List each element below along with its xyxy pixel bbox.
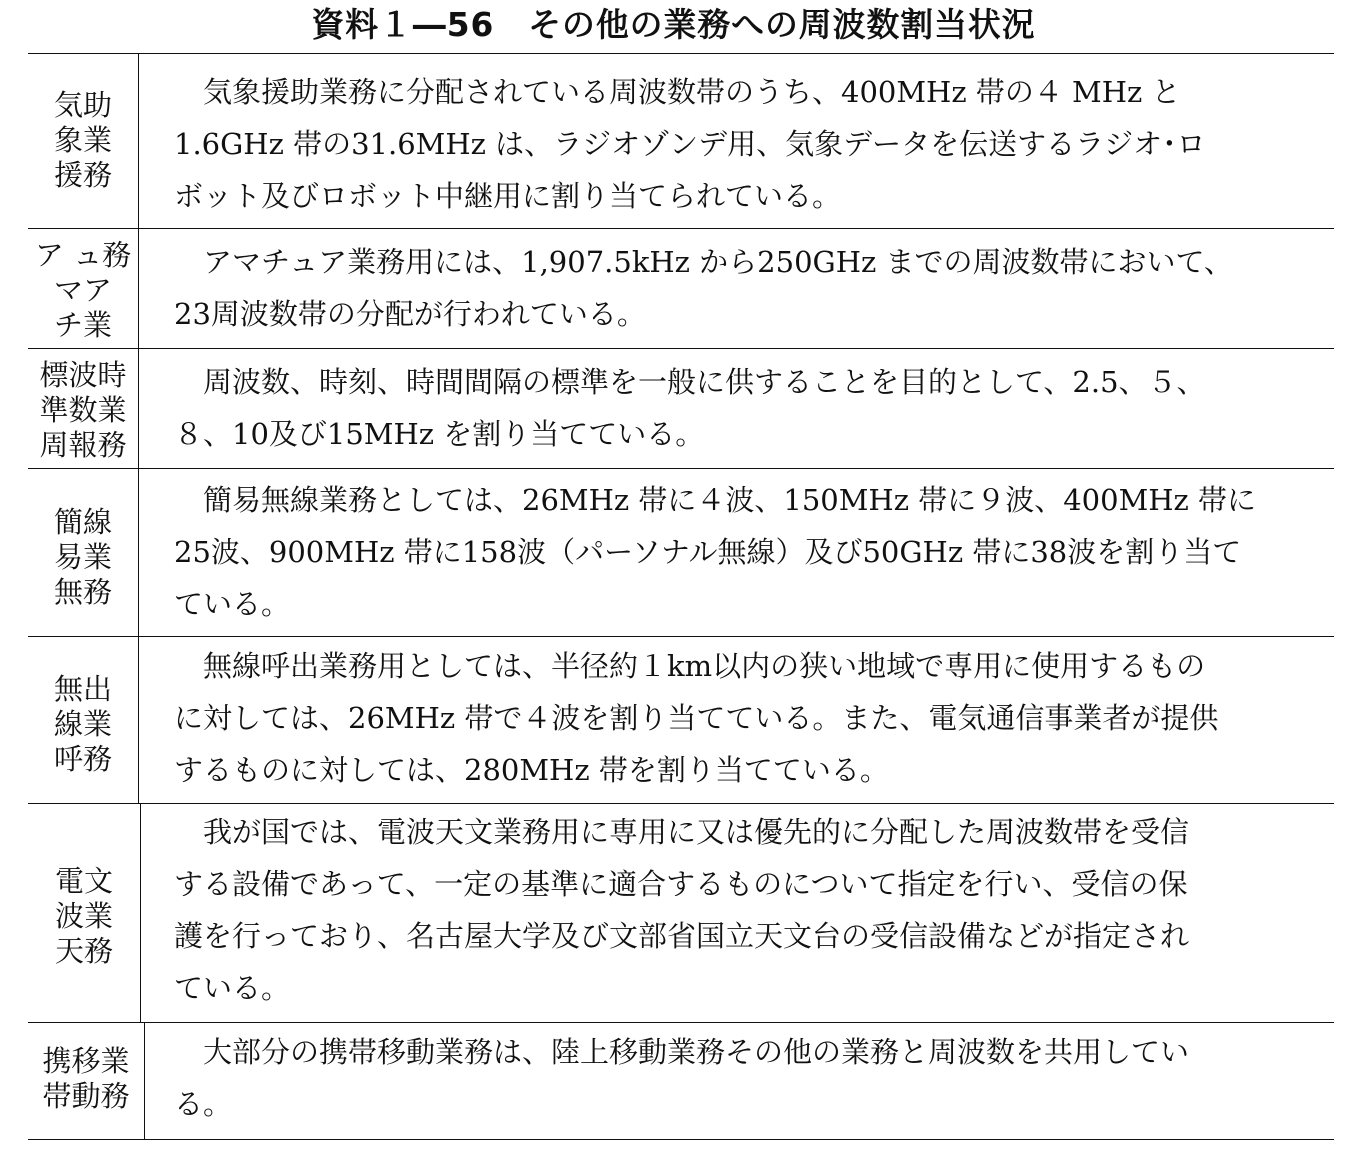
text-line: 簡易無線業務としては、26MHz 帯に４波、150MHz 帯に９波、400MHz 帯に bbox=[174, 483, 1257, 517]
row-label-radio-paging bbox=[28, 672, 138, 777]
column-divider bbox=[138, 468, 139, 636]
text-line: 25波、900MHz 帯に158波（パーソナル無線）及び50GHz 帯に38波を割り当て bbox=[174, 535, 1242, 569]
label-line: チ業 bbox=[53, 308, 112, 342]
text-line: 無線呼出業務用としては、半径約１km以内の狭い地域で専用に使用するもの bbox=[174, 649, 1206, 683]
column-divider bbox=[144, 1022, 145, 1139]
text-line: ている。 bbox=[174, 587, 291, 621]
label-line: 無出 bbox=[53, 672, 112, 706]
row-divider bbox=[28, 636, 1334, 637]
row-label-amateur bbox=[28, 238, 138, 343]
text-line: 気象援助業務に分配されている周波数帯のうち、400MHz 帯の４ MHz と bbox=[174, 75, 1181, 109]
label-line: 援務 bbox=[53, 158, 112, 192]
row-text-radio-paging bbox=[174, 640, 1218, 796]
text-line: ている。 bbox=[174, 971, 291, 1005]
table-top-rule bbox=[28, 53, 1334, 54]
label-line: 周報務 bbox=[39, 428, 127, 462]
column-divider bbox=[138, 348, 139, 468]
row-divider bbox=[28, 228, 1334, 229]
row-text-radio-astronomy bbox=[174, 806, 1189, 1014]
label-line: 気助 bbox=[53, 88, 112, 122]
text-line: 1.6GHz 帯の31.6MHz は、ラジオゾンデ用、気象データを伝送するラジオ･ロ bbox=[174, 127, 1206, 161]
row-label-radio-astronomy bbox=[28, 864, 140, 969]
row-divider bbox=[28, 803, 1334, 804]
column-divider bbox=[138, 53, 139, 228]
row-label-standard-frequency bbox=[28, 358, 138, 463]
row-text-mobile bbox=[174, 1026, 1189, 1130]
text-line: ８、10及び15MHz を割り当てている。 bbox=[174, 417, 705, 451]
label-line: 線業 bbox=[53, 707, 112, 741]
label-line: 携移業 bbox=[42, 1044, 130, 1078]
row-text-simple-radio bbox=[174, 474, 1256, 630]
label-line: 電文 bbox=[54, 864, 113, 898]
text-line: 周波数、時刻、時間間隔の標準を一般に供することを目的として、2.5、５、 bbox=[174, 365, 1206, 399]
row-divider bbox=[28, 1022, 1334, 1023]
row-divider bbox=[28, 348, 1334, 349]
row-label-simple-radio bbox=[28, 505, 138, 610]
text-line: る。 bbox=[174, 1087, 233, 1121]
row-divider bbox=[28, 468, 1334, 469]
text-line: に対しては、26MHz 帯で４波を割り当てている。また、電気通信事業者が提供 bbox=[174, 701, 1219, 735]
label-line: 標波時 bbox=[39, 358, 127, 392]
text-line: 大部分の携帯移動業務は、陸上移動業務その他の業務と周波数を共用してい bbox=[174, 1035, 1190, 1069]
row-label-meteorological-aids bbox=[28, 88, 138, 193]
label-line: 準数業 bbox=[39, 393, 127, 427]
label-line: 波業 bbox=[54, 899, 113, 933]
label-line: 簡線 bbox=[53, 505, 112, 539]
row-text-amateur bbox=[174, 236, 1233, 340]
text-line: ボット及びロボット中継用に割り当てられている。 bbox=[174, 179, 842, 213]
label-line: 天務 bbox=[54, 934, 113, 968]
row-text-meteorological-aids bbox=[174, 66, 1206, 222]
document-title: 資料１―56 その他の業務への周波数割当状況 bbox=[311, 5, 1036, 44]
label-line: 帯動務 bbox=[42, 1079, 130, 1113]
column-divider bbox=[140, 803, 141, 1022]
row-text-standard-frequency bbox=[174, 356, 1206, 460]
text-line: 護を行っており、名古屋大学及び文部省国立天文台の受信設備などが指定され bbox=[174, 919, 1190, 953]
text-line: するものに対しては、280MHz 帯を割り当てている。 bbox=[174, 753, 889, 787]
text-line: する設備であって、一定の基準に適合するものについて指定を行い、受信の保 bbox=[174, 867, 1188, 901]
label-line: 呼務 bbox=[53, 742, 112, 776]
text-line: アマチュア業務用には、1,907.5kHz から250GHz までの周波数帯において、 bbox=[174, 245, 1233, 279]
text-line: 23周波数帯の分配が行われている。 bbox=[174, 297, 646, 331]
column-divider bbox=[138, 228, 139, 348]
label-line: マア bbox=[53, 273, 112, 307]
column-divider bbox=[138, 636, 139, 803]
label-line: 無務 bbox=[53, 575, 112, 609]
text-line: 我が国では、電波天文業務用に専用に又は優先的に分配した周波数帯を受信 bbox=[174, 815, 1190, 849]
label-line: ア ュ務 bbox=[34, 238, 132, 272]
label-line: 象業 bbox=[53, 123, 112, 157]
label-line: 易業 bbox=[53, 540, 112, 574]
row-label-mobile bbox=[28, 1044, 144, 1114]
table-bottom-rule bbox=[28, 1139, 1334, 1140]
